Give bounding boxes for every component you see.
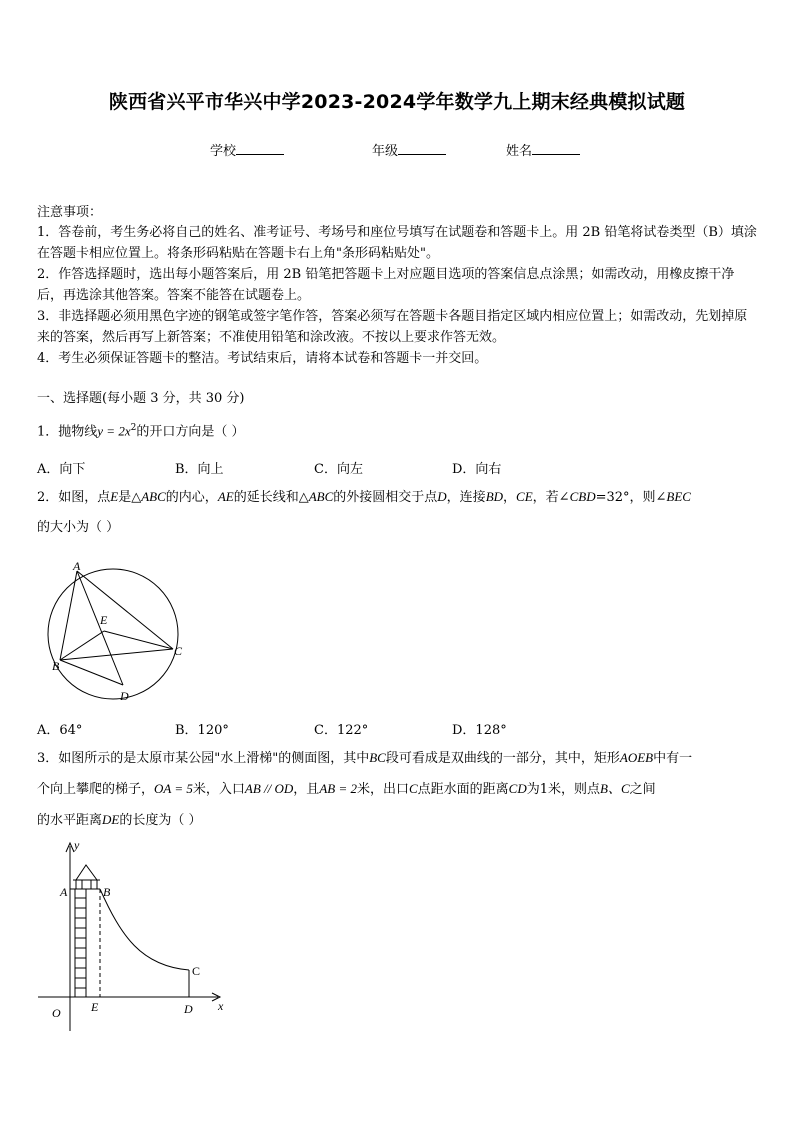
q2-angle-bec: BEC <box>666 489 691 504</box>
q1-pre: 1．抛物线 <box>37 424 98 440</box>
label-a: A <box>73 559 81 573</box>
segment-bd <box>60 660 123 685</box>
q2-segment-ce: CE <box>516 489 533 504</box>
q3-ab: AB = 2 <box>319 781 357 796</box>
q2-comma: ， <box>503 490 517 505</box>
q2-text-a: 2．如图，点 <box>37 490 111 505</box>
q3-text-i: 为1米，则点 <box>526 782 601 797</box>
segment-ab <box>60 571 77 660</box>
q3-text-l: 的长度为（ ） <box>119 813 202 828</box>
notice-item-1: 1．答卷前，考生务必将自己的姓名、准考证号、考场号和座位号填写在试题卷和答题卡上。用 2B 铅笔将试卷类型（B）填涂在答题卡相应位置上。将条形码粘贴在答题卡右上角"条形码粘贴处"。 <box>37 225 757 261</box>
q2-segment-ae: AE <box>217 489 234 504</box>
label-b: B <box>52 659 60 673</box>
q3-text-e: 米，入口 <box>192 782 245 797</box>
label-y: y <box>74 838 80 852</box>
q3-oa: OA = 5 <box>154 781 193 796</box>
q2-triangle-abc-2: ABC <box>308 489 334 504</box>
q1-option-b: B．向上 <box>175 462 224 477</box>
q2-segment-bd: BD <box>485 489 504 504</box>
question-3-line-3 <box>37 809 759 831</box>
q2-point-d: D <box>437 489 447 504</box>
segment-ad <box>77 571 123 685</box>
q1-exponent: 2 <box>130 423 137 433</box>
q1-option-c: C．向左 <box>314 462 363 477</box>
label-x: x <box>218 999 224 1013</box>
school-blank <box>236 142 284 155</box>
q2-text-c: 的内心， <box>165 490 218 505</box>
label-e: E <box>100 613 108 627</box>
segment-be <box>60 631 104 660</box>
label-o: O <box>52 1006 61 1020</box>
question-2-line-2: 的大小为（ ） <box>37 520 120 535</box>
q3-rect-aoeb: AOEB <box>619 750 654 765</box>
notice-item-2: 2．作答选择题时，选出每小题答案后，用 2B 铅笔把答题卡上对应题目选项的答案信息点涂黑；如需改动，用橡皮擦干净后，再选涂其他答案。答案不能答在试题卷上。 <box>37 267 735 303</box>
q2-option-d: D．128° <box>452 723 507 738</box>
q2-option-b: B．120° <box>175 723 229 738</box>
school-label: 学校 <box>210 144 237 159</box>
name-blank <box>532 142 580 155</box>
label-e: E <box>91 1000 99 1014</box>
notice-item-3: 3．非选择题必须用黑色字迹的钢笔或签字笔作答，答案必须写在答题卡各题目指定区域内相应位置上；如需改动，先划掉原来的答案，然后再写上新答案；不准使用铅笔和涂改液。不按以上要求作答无效。 <box>37 309 748 345</box>
grade-label: 年级 <box>372 144 399 159</box>
q3-text-c: 中有一 <box>653 751 693 766</box>
q2-option-a: A．64° <box>37 723 83 738</box>
q3-ab-parallel-od: AB // OD <box>244 781 294 796</box>
notice-item-4: 4．考生必须保证答题卡的整洁。考试结束后，请将本试卷和答题卡一并交回。 <box>37 351 488 366</box>
q3-text-f: ，且 <box>293 782 320 797</box>
q3-text-h: 点距水面的距离 <box>417 782 509 797</box>
q2-point-e: E <box>110 489 119 504</box>
q1-post: 的开口方向是（ ） <box>136 424 245 440</box>
q3-segment-de: DE <box>102 812 120 827</box>
question-3-line-1 <box>37 747 759 769</box>
curve-bc <box>100 889 189 970</box>
name-field <box>506 140 580 159</box>
segment-ac <box>77 571 173 649</box>
q3-text-g: 米，出口 <box>356 782 409 797</box>
section-heading: 一、选择题(每小题 3 分，共 30 分) <box>37 391 245 406</box>
q2-angle-cbd: CBD <box>569 489 596 504</box>
grade-field <box>372 140 446 159</box>
q2-text-f: ，连接 <box>446 490 486 505</box>
segment-bc <box>60 649 173 660</box>
label-a: A <box>60 885 68 899</box>
label-c: C <box>192 964 201 978</box>
q3-segment-cd: CD <box>508 781 527 796</box>
q2-text-g: ，若∠ <box>532 490 570 505</box>
q2-circle-figure <box>44 556 194 706</box>
circumcircle <box>48 569 178 699</box>
question-1 <box>37 418 759 442</box>
q1-option-d: D．向右 <box>452 462 502 477</box>
grade-blank <box>398 142 446 155</box>
q2-option-c: C．122° <box>314 723 369 738</box>
q2-text-d: 的延长线和△ <box>233 490 309 505</box>
q3-text-k: 的水平距离 <box>37 813 103 828</box>
label-d: D <box>120 689 129 703</box>
q3-text-j: 之间 <box>629 782 656 797</box>
roof-peak <box>76 865 97 880</box>
question-2-line-1 <box>37 486 759 508</box>
q2-text-b: 是△ <box>118 490 142 505</box>
q3-points-bc: B、C <box>600 781 630 796</box>
q2-triangle-abc: ABC <box>141 489 166 504</box>
label-d: D <box>184 1002 193 1016</box>
school-field <box>210 140 284 159</box>
question-3-line-2 <box>37 778 759 800</box>
label-b: B <box>103 885 111 899</box>
page-title: 陕西省兴平市华兴中学2023-2024学年数学九上期末经典模拟试题 <box>108 91 686 113</box>
notice-heading: 注意事项： <box>37 205 103 220</box>
q3-slide-figure <box>36 836 236 1036</box>
q2-text-h: =32°，则∠ <box>595 490 667 505</box>
q3-segment-bc: BC <box>369 750 386 765</box>
q1-formula: y = 2x <box>97 423 131 439</box>
q3-point-c: C <box>408 781 418 796</box>
q1-option-a: A．向下 <box>37 462 86 477</box>
q3-text-b: 段可看成是双曲线的一部分，其中，矩形 <box>385 751 620 766</box>
label-c: C <box>174 644 183 658</box>
q2-text-e: 的外接圆相交于点 <box>333 490 438 505</box>
q3-text-a: 3．如图所示的是太原市某公园"水上滑梯"的侧面图，其中 <box>37 751 370 766</box>
q3-text-d: 个向上攀爬的梯子， <box>37 782 155 797</box>
name-label: 姓名 <box>506 144 533 159</box>
